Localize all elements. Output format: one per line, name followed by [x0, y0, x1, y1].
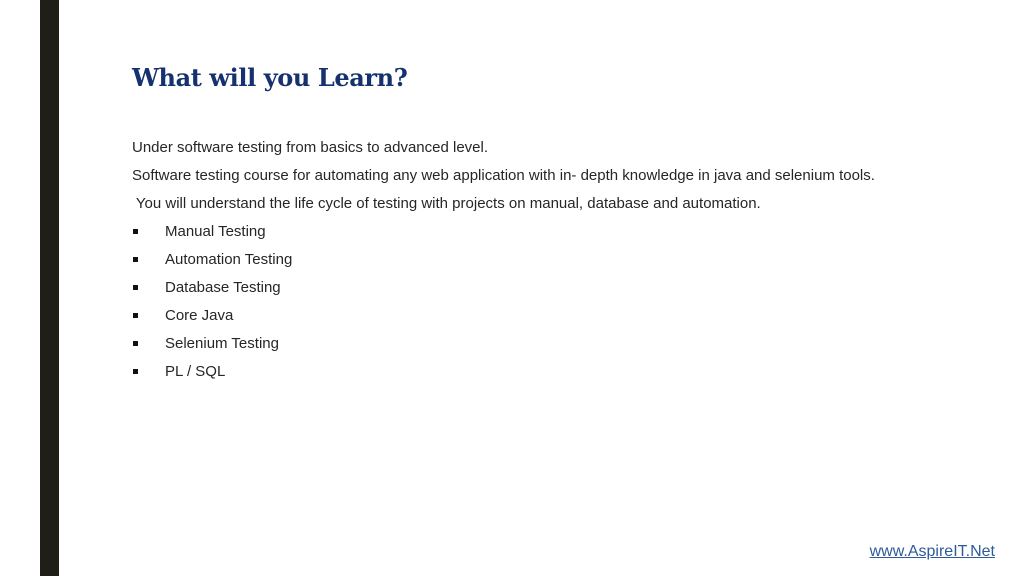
list-item — [132, 274, 992, 302]
list-item-label: Database Testing — [165, 279, 281, 296]
slide-title: What will you Learn? — [132, 63, 408, 92]
left-accent-bar — [40, 0, 59, 576]
intro-paragraph-3: You will understand the life cycle of testing with projects on manual, database and automation. — [132, 195, 761, 212]
slide-body — [132, 134, 992, 386]
square-bullet-icon — [133, 257, 138, 262]
topics-list — [132, 218, 992, 386]
square-bullet-icon — [133, 341, 138, 346]
square-bullet-icon — [133, 229, 138, 234]
list-item-label: Core Java — [165, 307, 234, 324]
list-item — [132, 330, 992, 358]
list-item — [132, 358, 992, 386]
square-bullet-icon — [133, 313, 138, 318]
intro-paragraph-2: Software testing course for automating any web application with in- depth knowledge in java and selenium tools. — [132, 167, 875, 184]
list-item — [132, 246, 992, 274]
list-item-label: PL / SQL — [165, 363, 226, 380]
list-item — [132, 302, 992, 330]
square-bullet-icon — [133, 285, 138, 290]
square-bullet-icon — [133, 369, 138, 374]
intro-paragraph-1: Under software testing from basics to advanced level. — [132, 139, 489, 156]
list-item-label: Manual Testing — [165, 223, 266, 240]
list-item-label: Automation Testing — [165, 251, 293, 268]
website-link[interactable]: www.AspireIT.Net — [869, 543, 995, 560]
list-item — [132, 218, 992, 246]
list-item-label: Selenium Testing — [165, 335, 279, 352]
